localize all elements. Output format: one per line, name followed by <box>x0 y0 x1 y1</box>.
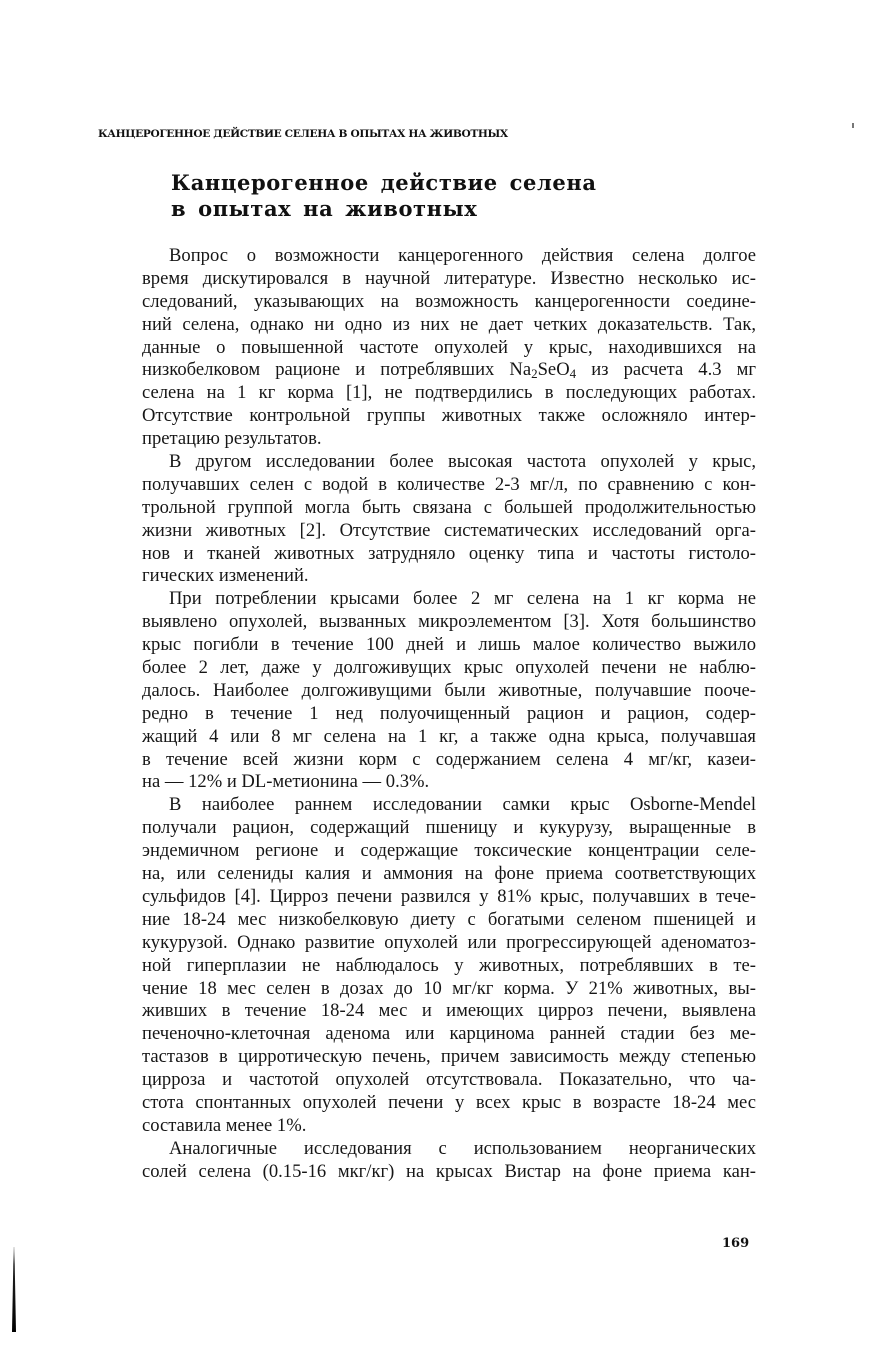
text-line: на, или селениды калия и аммония на фоне приема соответствующих <box>142 863 756 885</box>
text-line: данные о повышенной частоте опухолей у крыс, находившихся на <box>142 336 756 358</box>
text-line: выявлено опухолей, вызванных микроэлементом [3]. Хотя большинство <box>142 611 756 633</box>
text-line: редно в течение 1 нед полуочищенный рацион и рацион, содер- <box>142 702 756 724</box>
text-line: Аналогичные исследования с использованием неорганических <box>169 1137 756 1159</box>
text-line: кукурузой. Однако развитие опухолей или прогрессирующей аденоматоз- <box>142 931 756 953</box>
paragraph <box>142 794 756 1137</box>
text-line: претацию результатов. <box>142 428 322 450</box>
text-line: время дискутировался в научной литературе. Известно несколько ис- <box>142 267 756 289</box>
running-head: КАНЦЕРОГЕННОЕ ДЕЙСТВИЕ СЕЛЕНА В ОПЫТАХ НА ЖИВОТНЫХ <box>98 128 508 140</box>
text-line: печеночно-клеточная аденома или карцинома ранней стадии без ме- <box>142 1023 756 1045</box>
text-line: более 2 лет, даже у долгоживущих крыс опухолей печени не наблю- <box>142 657 756 679</box>
text-line: живших в течение 18-24 мес и имеющих цирроз печени, выявлена <box>142 1000 756 1022</box>
text-line: далось. Наиболее долгоживущими были животные, получавшие пооче- <box>142 679 756 701</box>
text-line: низкобелковом рационе и потреблявших $Na_2SeO_4$ из расчета 4.3 мг <box>142 359 756 382</box>
section-title-line: в опытах на животных <box>171 196 478 221</box>
text-line: чение 18 мес селен в дозах до 10 мг/кг корма. У 21% животных, вы- <box>142 977 756 999</box>
text-line: В другом исследовании более высокая частота опухолей у крыс, <box>169 451 756 473</box>
text-line: стота спонтанных опухолей печени у всех крыс в возрасте 18-24 мес <box>142 1091 756 1113</box>
text-line: ний селена, однако ни одно из них не дает четких доказательств. Так, <box>142 313 756 335</box>
text-line: жизни животных [2]. Отсутствие систематических исследований орга- <box>142 519 756 541</box>
section-title <box>171 170 597 222</box>
text-line: трольной группой могла быть связана с большей продолжительностью <box>142 496 756 518</box>
text-line: крыс погибли в течение 100 дней и лишь малое количество выжило <box>142 634 756 656</box>
text-line: тастазов в цирротическую печень, причем зависимость между степенью <box>142 1046 756 1068</box>
scan-speck <box>852 123 854 128</box>
page-number: 169 <box>722 1236 750 1251</box>
text-line: цирроза и частотой опухолей отсутствовала. Показательно, что ча- <box>142 1069 756 1091</box>
paragraph <box>142 1138 756 1184</box>
paragraph <box>142 451 756 588</box>
text-line: гических изменений. <box>142 565 309 587</box>
text-line: ние 18-24 мес низкобелковую диету с богатыми селеном пшеницей и <box>142 908 756 930</box>
text-line: эндемичном регионе и содержащие токсические концентрации селе- <box>142 840 756 862</box>
text-line: нов и тканей животных затрудняло оценку типа и частоты гистоло- <box>142 542 756 564</box>
chemical-formula: $Na_2SeO_4$ <box>509 359 577 382</box>
text-line: жащий 4 или 8 мг селена на 1 кг, а также одна крыса, получавшая <box>142 725 756 747</box>
text-line: сульфидов [4]. Цирроз печени развился у 81% крыс, получавших в тече- <box>142 885 756 907</box>
text-line: При потреблении крысами более 2 мг селена на 1 кг корма не <box>169 588 756 610</box>
text-line: Вопрос о возможности канцерогенного действия селена долгое <box>169 245 756 266</box>
text-line: составила менее 1%. <box>142 1114 307 1136</box>
text-line: В наиболее раннем исследовании самки крыс Osborne-Mendel <box>169 794 756 816</box>
paragraph <box>142 588 756 794</box>
scan-edge-mark <box>12 1247 16 1332</box>
text-line: на — 12% и DL-метионина — 0.3%. <box>142 771 430 793</box>
paragraph <box>142 245 756 451</box>
section-title-line: Канцерогенное действие селена <box>171 170 597 195</box>
text-line: Отсутствие контрольной группы животных также осложняло интер- <box>142 405 756 427</box>
body-text <box>142 245 756 1184</box>
text-line: солей селена (0.15-16 мкг/кг) на крысах Вистар на фоне приема кан- <box>142 1160 756 1182</box>
text-line: следований, указывающих на возможность канцерогенности соедине- <box>142 290 756 312</box>
text-line: получали рацион, содержащий пшеницу и кукурузу, выращенные в <box>142 817 756 839</box>
text-line: получавших селен с водой в количестве 2-3 мг/л, по сравнению с кон- <box>142 473 756 495</box>
text-line: ной гиперплазии не наблюдалось у животных, потреблявших в те- <box>142 954 756 976</box>
text-line: селена на 1 кг корма [1], не подтвердились в последующих работах. <box>142 382 756 404</box>
text-line: в течение всей жизни корм с содержанием селена 4 мг/кг, казеи- <box>142 748 756 770</box>
